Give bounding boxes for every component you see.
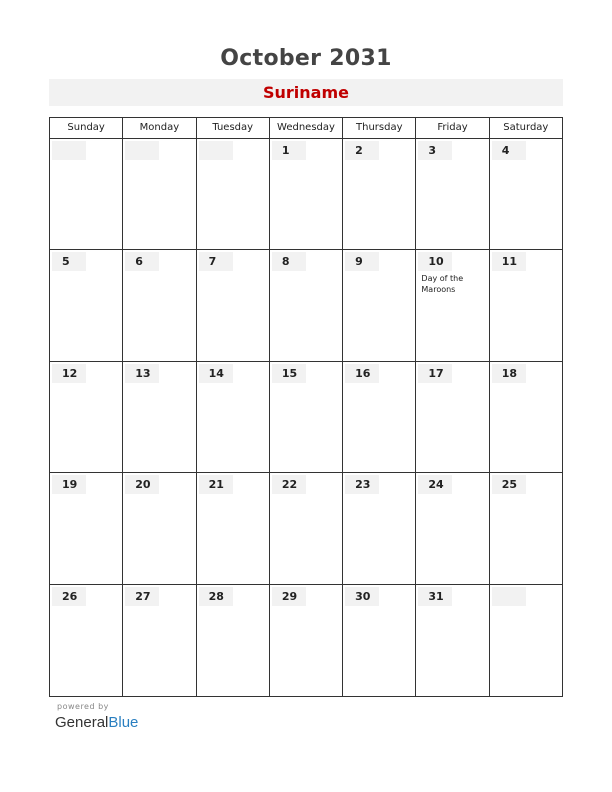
day-number: 5 [52,252,86,271]
calendar-week-row [50,250,562,361]
day-number [52,141,86,160]
weekday-header: Sunday [50,118,123,138]
day-number: 21 [199,475,233,494]
day-number: 24 [418,475,452,494]
calendar-week-row [50,585,562,696]
day-number: 23 [345,475,379,494]
day-number [199,141,233,160]
calendar-grid [49,117,563,697]
day-number: 13 [125,364,159,383]
weekday-header: Friday [416,118,489,138]
day-cell [270,362,343,472]
day-cell [490,139,562,249]
day-number: 7 [199,252,233,271]
brand-general: General [55,714,109,731]
day-cell [123,250,196,360]
day-cell [50,139,123,249]
weekday-header-row [50,118,562,139]
weekday-header: Wednesday [270,118,343,138]
day-number: 2 [345,141,379,160]
powered-by-label: powered by [57,702,109,711]
day-number: 11 [492,252,526,271]
day-number: 27 [125,587,159,606]
day-cell [490,585,562,696]
day-cell [50,473,123,583]
holiday-label: Day of the Maroons [421,274,464,295]
day-cell [343,139,416,249]
day-number: 22 [272,475,306,494]
day-cell [197,250,270,360]
day-number: 4 [492,141,526,160]
day-number: 15 [272,364,306,383]
calendar-title: October 2031 [220,46,392,71]
country-name: Suriname [263,83,349,102]
day-number: 30 [345,587,379,606]
day-cell [270,585,343,696]
brand-blue: Blue [108,714,139,731]
calendar-week-row [50,139,562,250]
day-cell [270,139,343,249]
day-cell [197,139,270,249]
day-cell [343,362,416,472]
day-cell [416,362,489,472]
day-cell [50,362,123,472]
weekday-header: Tuesday [197,118,270,138]
day-cell [343,585,416,696]
day-number: 6 [125,252,159,271]
day-cell [197,585,270,696]
day-number: 16 [345,364,379,383]
day-number: 26 [52,587,86,606]
day-number: 17 [418,364,452,383]
day-cell [123,362,196,472]
day-number: 14 [199,364,233,383]
day-number: 9 [345,252,379,271]
day-number: 25 [492,475,526,494]
day-cell [123,585,196,696]
day-cell [343,250,416,360]
day-cell [343,473,416,583]
day-number: 19 [52,475,86,494]
day-cell [270,473,343,583]
calendar-weeks [50,139,562,696]
day-number: 29 [272,587,306,606]
weekday-header: Saturday [503,122,549,133]
day-cell [50,250,123,360]
day-cell [123,473,196,583]
brand-logo[interactable] [55,714,138,731]
day-cell [490,473,562,583]
weekday-header: Monday [123,118,196,138]
day-number: 20 [125,475,159,494]
day-number: 8 [272,252,306,271]
day-cell [197,473,270,583]
calendar-week-row [50,473,562,584]
day-cell [416,473,489,583]
day-number: 10 [418,252,452,271]
day-number [492,587,526,606]
day-number: 18 [492,364,526,383]
day-cell [270,250,343,360]
day-cell [416,250,489,360]
calendar-week-row [50,362,562,473]
day-cell [490,250,562,360]
day-cell [50,585,123,696]
day-number: 28 [199,587,233,606]
day-number: 12 [52,364,86,383]
day-cell [416,139,489,249]
day-cell [123,139,196,249]
day-number [125,141,159,160]
day-number: 31 [418,587,452,606]
day-cell [197,362,270,472]
day-cell [490,362,562,472]
day-number: 3 [418,141,452,160]
weekday-header: Thursday [343,118,416,138]
day-number: 1 [272,141,306,160]
day-cell [416,585,489,696]
